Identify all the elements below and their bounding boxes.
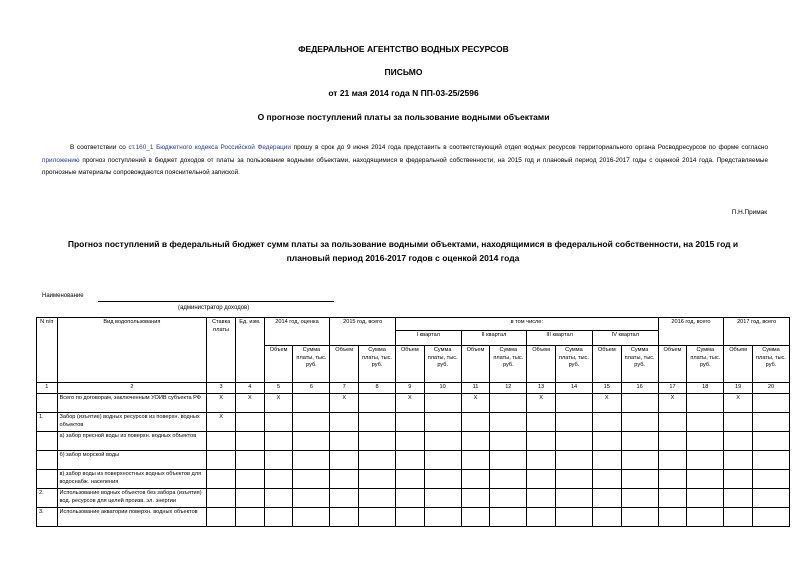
table-cell [621,413,658,432]
subheader-sum: Сумма платы, тыс. руб. [687,346,724,383]
table-cell [461,413,490,432]
table-cell [235,508,264,527]
table-cell [724,508,753,527]
table-cell [752,394,789,413]
column-number: 10 [424,383,461,394]
subheader-sum: Сумма платы, тыс. руб. [621,346,658,383]
table-cell [658,413,687,432]
document-date: от 21 мая 2014 года N ПП-03-25/2596 [328,88,479,98]
x-mark-cell: X [207,413,236,432]
table-cell [395,470,424,489]
table-cell [235,451,264,470]
table-cell [555,470,592,489]
column-number: 19 [724,383,753,394]
table-cell [293,394,330,413]
x-mark-cell: X [658,394,687,413]
x-mark-cell: X [592,394,621,413]
table-row [37,413,790,432]
subheader-volume: Объем [461,346,490,383]
table-cell [330,432,359,451]
table-cell [490,413,527,432]
table-cell [752,470,789,489]
table-cell [555,508,592,527]
table-cell [621,394,658,413]
link-article-160[interactable]: ст.160_1 [128,144,154,151]
table-row [37,432,790,451]
table-cell [687,451,724,470]
table-row [37,489,790,508]
table-cell [235,432,264,451]
header-q1: I квартал [395,331,461,346]
header-2014: 2014 год, оценка [264,318,330,346]
row-name: а) забор пресной воды из поверхн. водных объектов [57,432,207,451]
agency-name: ФЕДЕРАЛЬНОЕ АГЕНТСТВО ВОДНЫХ РЕСУРСОВ [298,44,509,54]
header-2015: 2015 год, всего [330,318,396,346]
row-name: Использование водных объектов без забора (изъятия) вод. ресурсов для целей произв. эл. энергии [57,489,207,508]
row-name: Всего по договорам, заключенным УОИВ субъекта РФ [57,394,207,413]
header-2017: 2017 год, всего [724,318,790,346]
link-budget-code[interactable]: Бюджетного кодекса Российской Федерации [156,144,291,151]
row-number: 1. [37,413,58,432]
subheader-volume: Объем [658,346,687,383]
column-number: 1 [37,383,58,394]
column-number: 2 [57,383,207,394]
forecast-table [36,317,790,527]
table-row [37,470,790,489]
table-cell [264,508,293,527]
table-cell [359,508,396,527]
row-name: б) забор морской воды [57,451,207,470]
table-cell [490,451,527,470]
table-cell [461,451,490,470]
body-text-start: В соответствии со [70,144,129,151]
table-cell [395,413,424,432]
column-number: 14 [555,383,592,394]
table-cell [461,508,490,527]
table-cell [592,489,621,508]
table-cell [752,413,789,432]
row-name: в) забор воды из поверхностных водных объектов для водоснабж. населения [57,470,207,489]
table-cell [658,489,687,508]
table-cell [687,432,724,451]
subheader-sum: Сумма платы, тыс. руб. [359,346,396,383]
row-name: Забор (изъятие) водных ресурсов из поверхн. водных объектов [57,413,207,432]
table-cell [752,451,789,470]
table-cell [621,470,658,489]
table-cell [687,470,724,489]
column-number: 5 [264,383,293,394]
table-cell [330,508,359,527]
table-cell [592,432,621,451]
subheader-sum: Сумма платы, тыс. руб. [424,346,461,383]
table-cell [592,451,621,470]
admin-caption: (администратор доходов) [178,305,250,311]
table-cell [424,489,461,508]
table-cell [330,451,359,470]
header-n: N п/п [37,318,58,383]
row-number [37,470,58,489]
row-number [37,451,58,470]
table-cell [592,470,621,489]
table-cell [424,470,461,489]
table-cell [490,432,527,451]
header-kind: Вид водопользования [57,318,207,383]
table-cell [264,489,293,508]
table-cell [395,432,424,451]
table-cell [293,451,330,470]
table-cell [658,451,687,470]
table-cell [592,413,621,432]
table-cell [658,508,687,527]
table-cell [687,413,724,432]
signature: П.Н.Примак [731,209,767,216]
table-cell [264,413,293,432]
table-cell [724,470,753,489]
table-cell [724,413,753,432]
link-appendix[interactable]: приложению [42,156,80,164]
x-mark-cell: X [235,394,264,413]
column-number: 8 [359,383,396,394]
body-text-mid: прошу в срок до 9 июня 2014 года представить в соответствующий отдел водных ресурсов территориального органа Росводресурсов по форме согласно [290,144,769,151]
table-cell [527,508,556,527]
row-number: 2. [37,489,58,508]
table-cell [293,508,330,527]
table-cell [235,470,264,489]
forecast-title-line2: плановый период 2016-2017 годов с оценкой 2014 года [286,253,520,263]
column-number: 17 [658,383,687,394]
table-cell [490,394,527,413]
table-cell [752,508,789,527]
row-number: 3. [37,508,58,527]
subheader-sum: Сумма платы, тыс. руб. [293,346,330,383]
x-mark-cell: X [395,394,424,413]
column-number: 9 [395,383,424,394]
table-cell [293,413,330,432]
letter-body [42,142,768,180]
subheader-volume: Объем [724,346,753,383]
header-2016: 2016 год, всего [658,318,724,346]
table-cell [235,413,264,432]
column-number: 15 [592,383,621,394]
subheader-sum: Сумма платы, тыс. руб. [752,346,789,383]
column-number: 13 [527,383,556,394]
column-number: 7 [330,383,359,394]
document-subject: О прогнозе поступлений платы за пользование водными объектами [257,112,550,122]
table-cell [264,451,293,470]
table-cell [555,413,592,432]
table-row [37,508,790,527]
document-type: ПИСЬМО [384,67,423,77]
x-mark-cell: X [330,394,359,413]
header-unit: Ед. изм. [235,318,264,383]
body-text-end: прогноз поступлений в бюджет доходов от платы за пользование водными объектами, находящимися в федеральной собственности, на 2015 год и плановый период 2016-2017 годы с оценкой 2014 года. Представляемые прогнозные материалы сопровождаются пояснительной запиской. [42,156,768,176]
column-number: 18 [687,383,724,394]
table-cell [687,489,724,508]
table-cell [207,508,236,527]
header-q2: II квартал [461,331,527,346]
table-cell [724,451,753,470]
table-cell [658,470,687,489]
table-cell [621,489,658,508]
table-cell [621,508,658,527]
table-cell [330,413,359,432]
subheader-volume: Объем [395,346,424,383]
column-number: 4 [235,383,264,394]
table-cell [424,451,461,470]
subheader-sum: Сумма платы, тыс. руб. [490,346,527,383]
table-cell [207,470,236,489]
table-cell [235,489,264,508]
table-cell [330,489,359,508]
name-label: Наименование [42,293,84,299]
table-cell [490,470,527,489]
table-cell [461,489,490,508]
x-mark-cell: X [207,394,236,413]
table-cell [359,394,396,413]
table-body [37,394,790,527]
subheader-volume: Объем [264,346,293,383]
table-cell [527,413,556,432]
column-number: 20 [752,383,789,394]
table-cell [592,508,621,527]
table-cell [207,451,236,470]
header-q4: IV квартал [592,331,658,346]
table-cell [527,470,556,489]
table-cell [555,394,592,413]
table-cell [264,432,293,451]
subheader-sum: Сумма платы, тыс. руб. [555,346,592,383]
table-cell [490,508,527,527]
header-rate: Ставка платы [207,318,236,383]
header-q3: III квартал [527,331,593,346]
x-mark-cell: X [461,394,490,413]
table-cell [359,413,396,432]
column-number: 11 [461,383,490,394]
table-cell [207,432,236,451]
column-number: 3 [207,383,236,394]
table-cell [359,432,396,451]
column-number: 16 [621,383,658,394]
name-underline [98,301,334,302]
column-number: 6 [293,383,330,394]
table-cell [752,489,789,508]
table-cell [621,432,658,451]
table-cell [395,508,424,527]
x-mark-cell: X [527,394,556,413]
header-including: в том числе: [395,318,658,331]
table-cell [724,489,753,508]
table-cell [527,451,556,470]
table-cell [752,432,789,451]
row-name: Использование акватории поверхн. водных объектов [57,508,207,527]
table-row [37,394,790,413]
table-cell [424,394,461,413]
row-number [37,394,58,413]
table-row [37,451,790,470]
table-cell [293,470,330,489]
table-cell [555,451,592,470]
table-cell [424,413,461,432]
table-cell [621,451,658,470]
x-mark-cell: X [264,394,293,413]
table-cell [395,489,424,508]
table-cell [293,432,330,451]
table-cell [359,489,396,508]
table-cell [724,432,753,451]
table-cell [424,508,461,527]
table-cell [527,489,556,508]
x-mark-cell: X [724,394,753,413]
table-cell [395,451,424,470]
table-cell [555,489,592,508]
table-cell [207,489,236,508]
table-cell [555,432,592,451]
forecast-title-line1: Прогноз поступлений в федеральный бюджет сумм платы за пользование водными объектами, находящимися в федеральной собственности, на 2015 год и [67,239,739,249]
column-number-row [37,383,790,394]
table-cell [424,432,461,451]
row-number [37,432,58,451]
table-cell [687,394,724,413]
subheader-volume: Объем [527,346,556,383]
subheader-volume: Объем [592,346,621,383]
column-number: 12 [490,383,527,394]
table-cell [330,470,359,489]
table-cell [461,470,490,489]
table-cell [687,508,724,527]
table-cell [490,489,527,508]
subheader-volume: Объем [330,346,359,383]
table-cell [293,489,330,508]
table-cell [264,470,293,489]
table-cell [658,432,687,451]
table-cell [461,432,490,451]
table-cell [359,470,396,489]
table-cell [527,432,556,451]
table-cell [359,451,396,470]
